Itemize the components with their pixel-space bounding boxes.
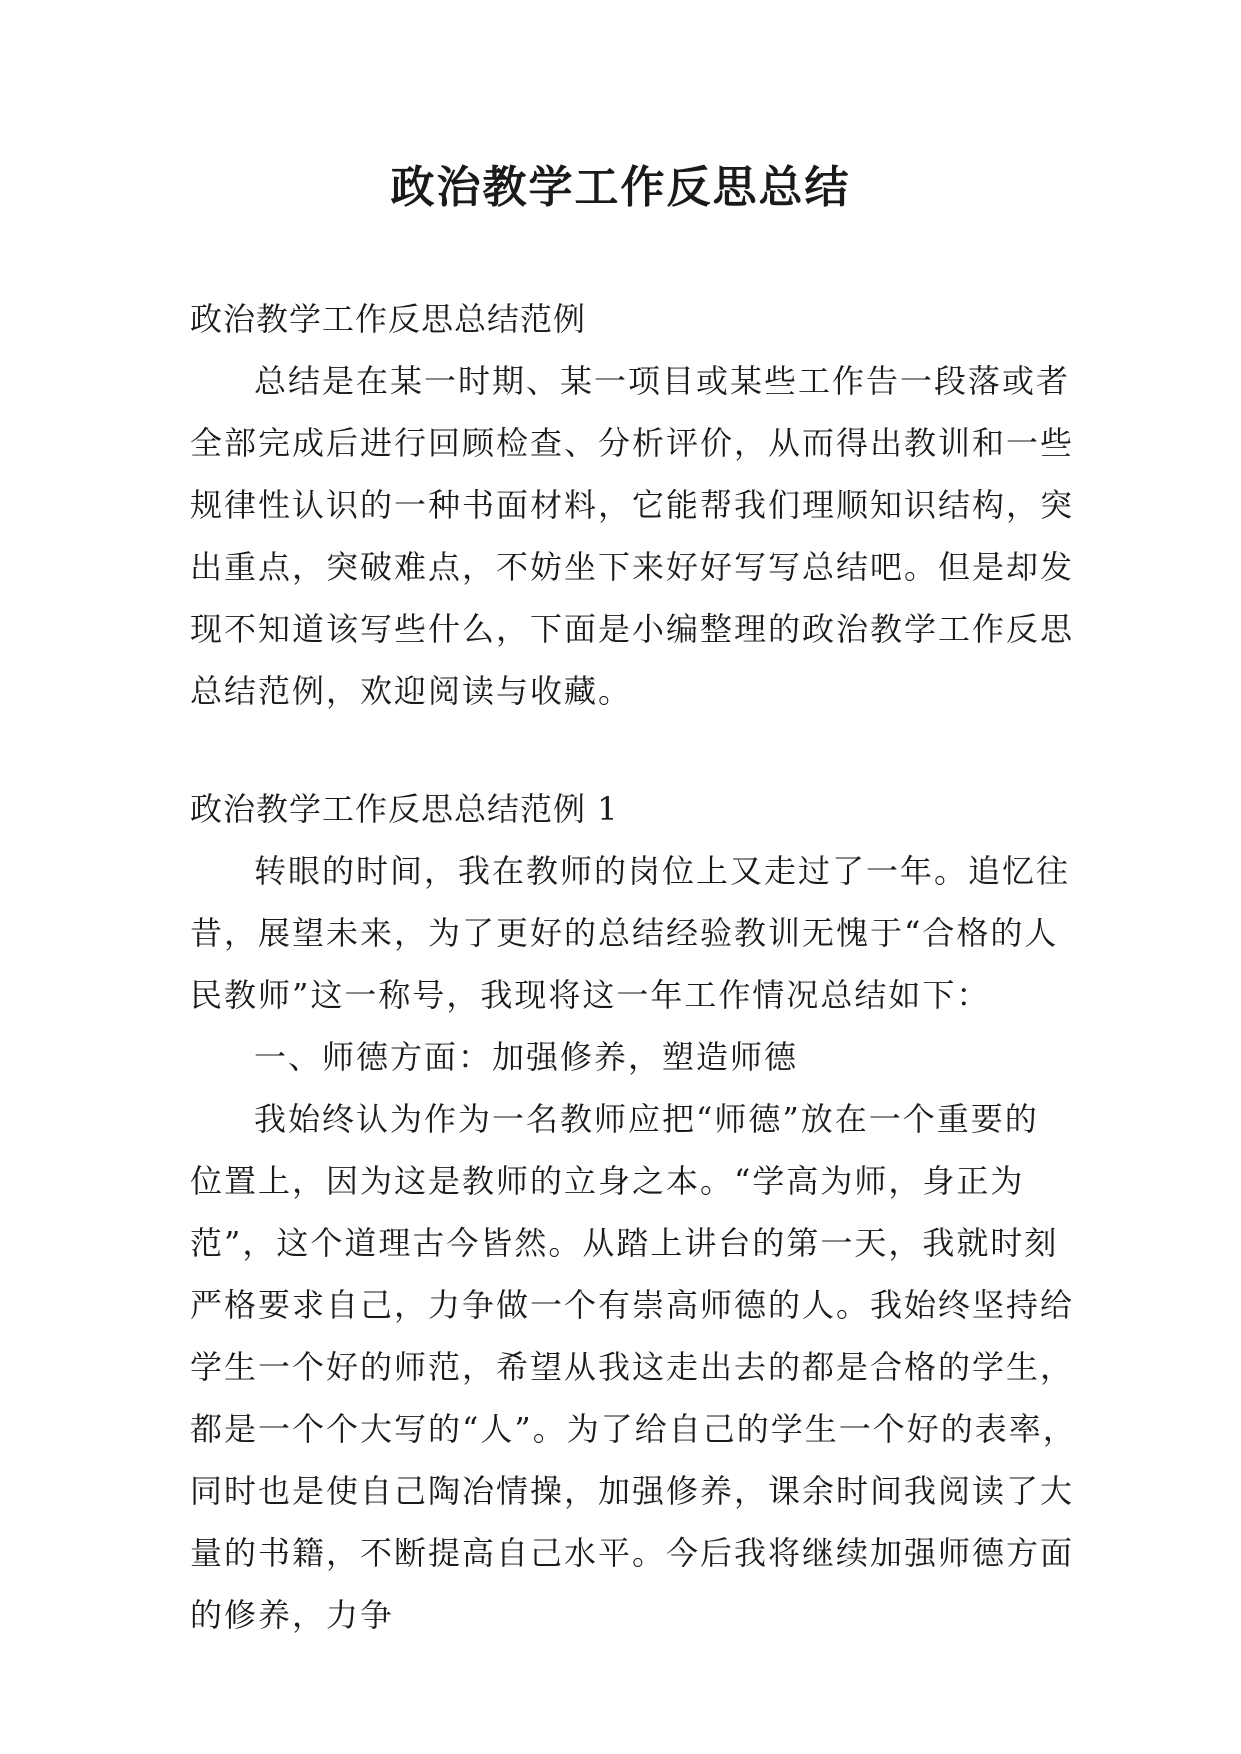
intro-line: 总结范例，欢迎阅读与收藏。 <box>190 672 633 710</box>
intro-line: 出重点，突破难点，不妨坐下来好好写写总结吧。但是却发 <box>190 548 1075 586</box>
section-heading: 一、师德方面：加强修养，塑造师德 <box>254 1038 799 1076</box>
example-heading: 政治教学工作反思总结范例 1 <box>190 790 619 828</box>
intro-line: 全部完成后进行回顾检查、分析评价，从而得出教训和一些 <box>190 424 1075 462</box>
paragraph-line: 都是一个个大写的“人”。为了给自己的学生一个好的表率， <box>190 1410 1077 1448</box>
subtitle: 政治教学工作反思总结范例 <box>190 300 587 338</box>
intro-line: 规律性认识的一种书面材料，它能帮我们理顺知识结构，突 <box>190 486 1075 524</box>
paragraph-gap <box>190 722 1060 778</box>
paragraph-line: 量的书籍，不断提高自己水平。今后我将继续加强师德方面 <box>190 1534 1075 1572</box>
intro-line: 总结是在某一时期、某一项目或某些工作告一段落或者 <box>254 362 1071 400</box>
paragraph-line: 范”，这个道理古今皆然。从踏上讲台的第一天，我就时刻 <box>190 1224 1059 1262</box>
paragraph-line: 学生一个好的师范，希望从我这走出去的都是合格的学生， <box>190 1348 1075 1386</box>
document-body <box>190 288 1077 1646</box>
intro-line: 现不知道该写些什么，下面是小编整理的政治教学工作反思 <box>190 610 1075 648</box>
paragraph-line: 民教师”这一称号，我现将这一年工作情况总结如下： <box>190 976 991 1014</box>
document-title: 政治教学工作反思总结 <box>390 162 851 213</box>
paragraph-line: 的修养，力争 <box>190 1596 395 1634</box>
paragraph-line: 位置上，因为这是教师的立身之本。“学高为师，身正为 <box>190 1162 1025 1200</box>
paragraph-line: 同时也是使自己陶冶情操，加强修养，课余时间我阅读了大 <box>190 1472 1075 1510</box>
paragraph-line: 严格要求自己，力争做一个有崇高师德的人。我始终坚持给 <box>190 1286 1075 1324</box>
paragraph-line: 昔，展望未来，为了更好的总结经验教训无愧于“合格的人 <box>190 914 1059 952</box>
paragraph-line: 转眼的时间，我在教师的岗位上又走过了一年。追忆往 <box>254 852 1071 890</box>
paragraph-line: 我始终认为作为一名教师应把“师德”放在一个重要的 <box>254 1100 1039 1138</box>
